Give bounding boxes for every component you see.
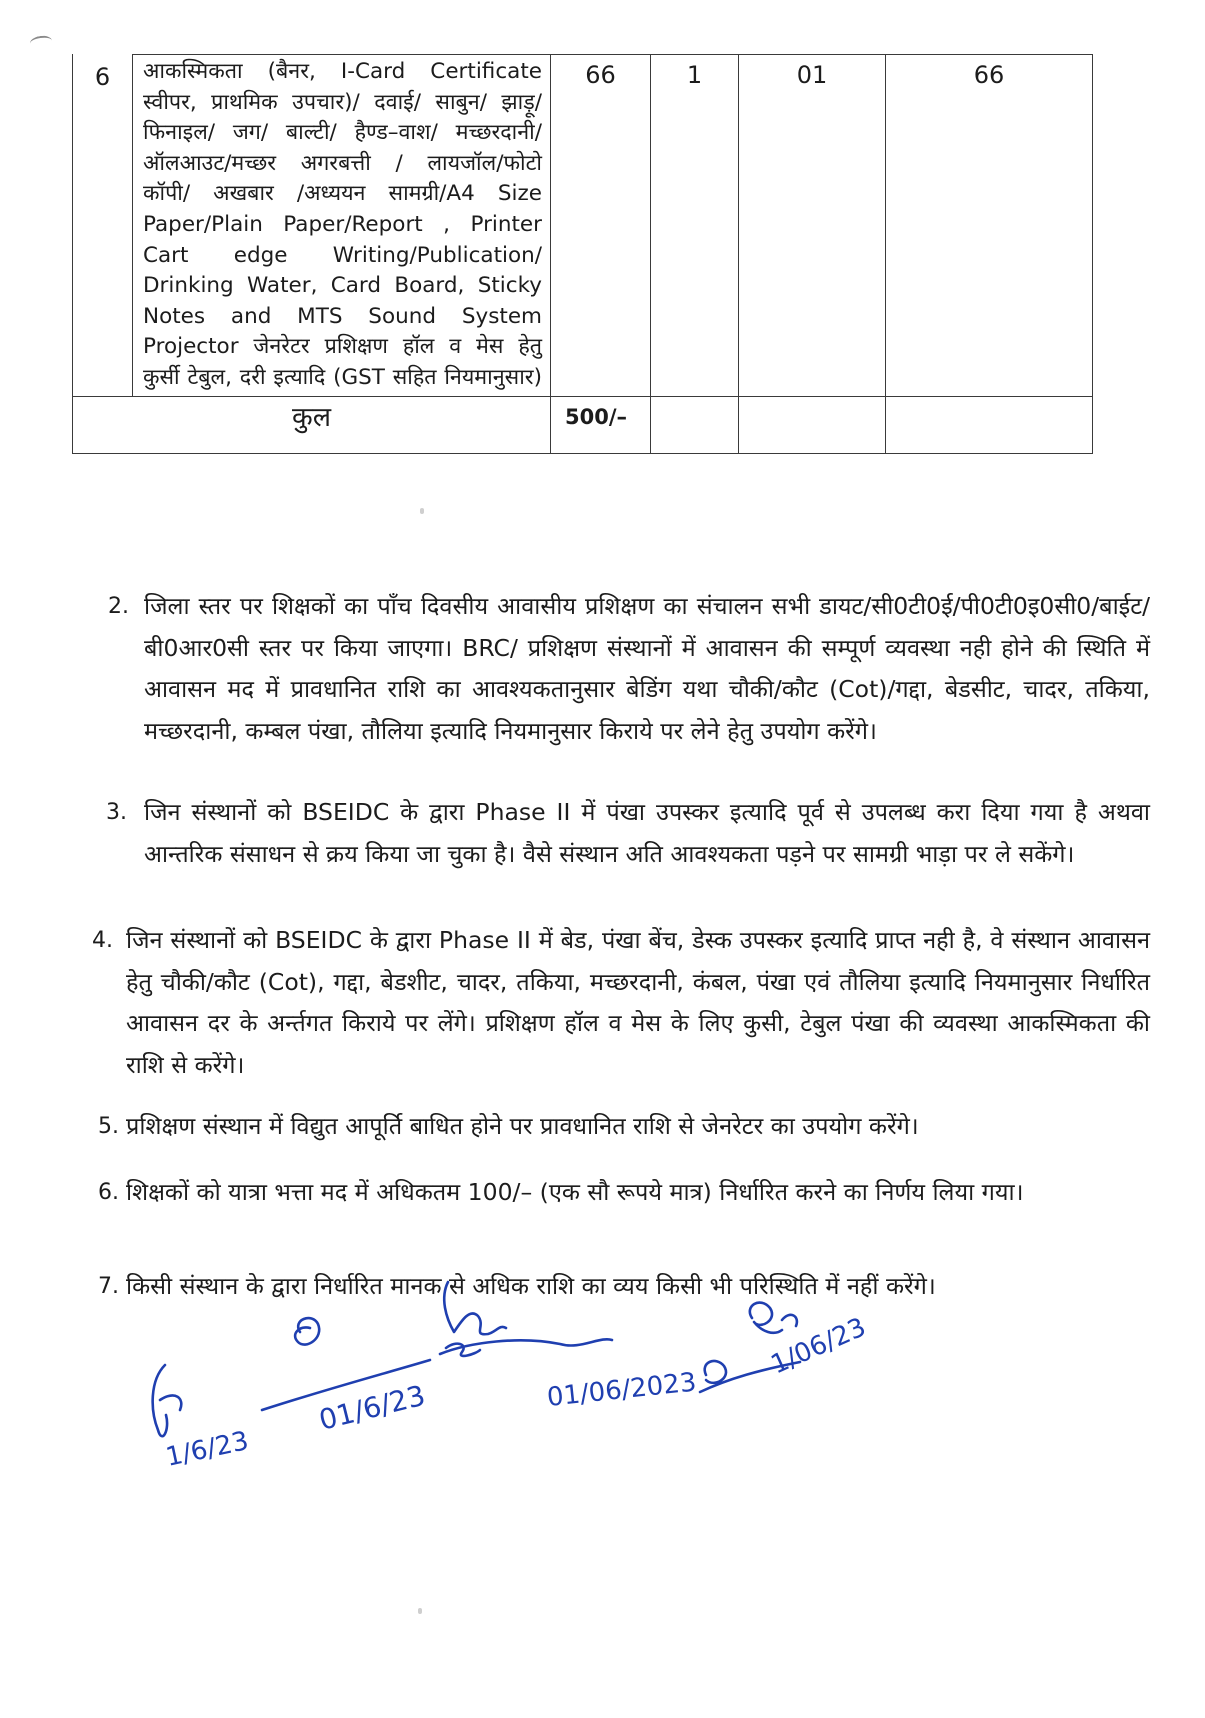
- amount-cell: 66: [886, 55, 1093, 397]
- point-text: प्रशिक्षण संस्थान में विद्युत आपूर्ति बाधित होने पर प्रावधानित राशि से जेनरेटर का उपयोग करेंगे।: [126, 1112, 919, 1140]
- days-cell: 1: [651, 55, 739, 397]
- point-number: 3.: [106, 800, 127, 825]
- total-value: 500/–: [551, 396, 651, 453]
- point-text: जिन संस्थानों को BSEIDC के द्वारा Phase II में पंखा उपस्कर इत्यादि पूर्व से उपलब्ध करा दिया गया है अथवा आन्तरिक संसाधन से क्रय किया जा चुका है। वैसे संस्थान अति आवश्यकता पड़ने पर सामग्री भाड़ा पर ले सकेंगे।: [144, 798, 1150, 868]
- point-number: 2.: [108, 594, 129, 619]
- serial-cell: 6: [73, 55, 133, 397]
- signatures-drawing: [0, 1280, 1205, 1540]
- signature-2: [262, 1318, 430, 1437]
- empty-cell: [886, 396, 1093, 453]
- total-row: [73, 396, 1093, 453]
- units-cell: 01: [739, 55, 886, 397]
- point-number: 4.: [92, 928, 113, 953]
- empty-cell: [739, 396, 886, 453]
- signature-area: [0, 1280, 1205, 1540]
- signature-1: [153, 1365, 252, 1473]
- scan-speck: [420, 508, 424, 514]
- signature-3: [440, 1282, 698, 1413]
- description-cell: आकस्मिकता (बैनर, I-Card Certificate स्वीपर, प्राथमिक उपचार)/ दवाई/ साबुन/ झाड़ू/ फिनाइल/ जग/ बाल्टी/ हैण्ड–वाश/ मच्छरदानी/ ऑलआउट/मच्छर अगरबत्ती / लायजॉल/फोटो कॉपी/ अखबार /अध्ययन सामग्री/A4 Size Paper/Plain Paper/Report , Printer Cart edge Writing/Publication/ Drinking Water, Card Board, Sticky Notes and MTS Sound System Projector जेनरेटर प्रशिक्षण हॉल व मेस हेतु कुर्सी टेबुल, दरी इत्यादि (GST सहित नियमानुसार): [133, 55, 551, 397]
- point-number: 5.: [98, 1114, 119, 1139]
- point-number: 6.: [98, 1180, 119, 1205]
- empty-cell: [651, 396, 739, 453]
- point-text: किसी संस्थान के द्वारा निर्धारित मानक से अधिक राशि का व्यय किसी भी परिस्थिति में नहीं करेंगे।: [126, 1272, 936, 1300]
- signature-3-date: 01/06/2023: [545, 1367, 698, 1413]
- list-item: [92, 1172, 1150, 1214]
- table-row: [73, 55, 1093, 397]
- budget-table: [72, 54, 1093, 454]
- rate-cell: 66: [551, 55, 651, 397]
- list-item: [92, 920, 1150, 1086]
- scan-speck: [418, 1608, 422, 1614]
- signature-2-date: 01/6/23: [315, 1378, 429, 1437]
- point-number: 7.: [98, 1274, 119, 1299]
- point-text: जिन संस्थानों को BSEIDC के द्वारा Phase II में बेड, पंखा बेंच, डेस्क उपस्कर इत्यादि प्राप्त नही है, वे संस्थान आवासन हेतु चौकी/कौट (Cot), गद्दा, बेडशीट, चादर, तकिया, मच्छरदानी, कंबल, पंखा एवं तौलिया इत्यादि नियमानुसार निर्धारित आवासन दर के अर्न्तगत किराये पर लेंगे। प्रशिक्षण हॉल व मेस के लिए कुसी, टेबुल पंखा की व्यवस्था आकस्मिकता की राशि से करेंगे।: [126, 926, 1150, 1079]
- signature-4: [700, 1303, 870, 1392]
- total-label: कुल: [73, 396, 551, 453]
- point-text: शिक्षकों को यात्रा भत्ता मद में अधिकतम 100/– (एक सौ रूपये मात्र) निर्धारित करने का निर्णय लिया गया।: [126, 1178, 1024, 1206]
- signature-4-date: 1/06/23: [766, 1312, 871, 1381]
- point-text: जिला स्तर पर शिक्षकों का पाँच दिवसीय आवासीय प्रशिक्षण का संचालन सभी डायट/सी0टी0ई/पी0टी0इ0सी0/बाईट/बी0आर0सी स्तर पर किया जाएगा। BRC/ प्रशिक्षण संस्थानों में आवासन की सम्पूर्ण व्यवस्था नही होने की स्थिति में आवासन मद में प्रावधानित राशि का आवश्यकतानुसार बेडिंग यथा चौकी/कौट (Cot)/गद्दा, बेडसीट, चादर, तकिया, मच्छरदानी, कम्बल पंखा, तौलिया इत्यादि नियमानुसार किराये पर लेने हेतु उपयोग करेंगे।: [144, 592, 1150, 745]
- list-item: [92, 586, 1150, 752]
- list-item: [92, 1106, 1150, 1148]
- signature-1-date: 1/6/23: [163, 1426, 252, 1473]
- list-item: [92, 792, 1150, 875]
- punch-mark: [29, 35, 52, 50]
